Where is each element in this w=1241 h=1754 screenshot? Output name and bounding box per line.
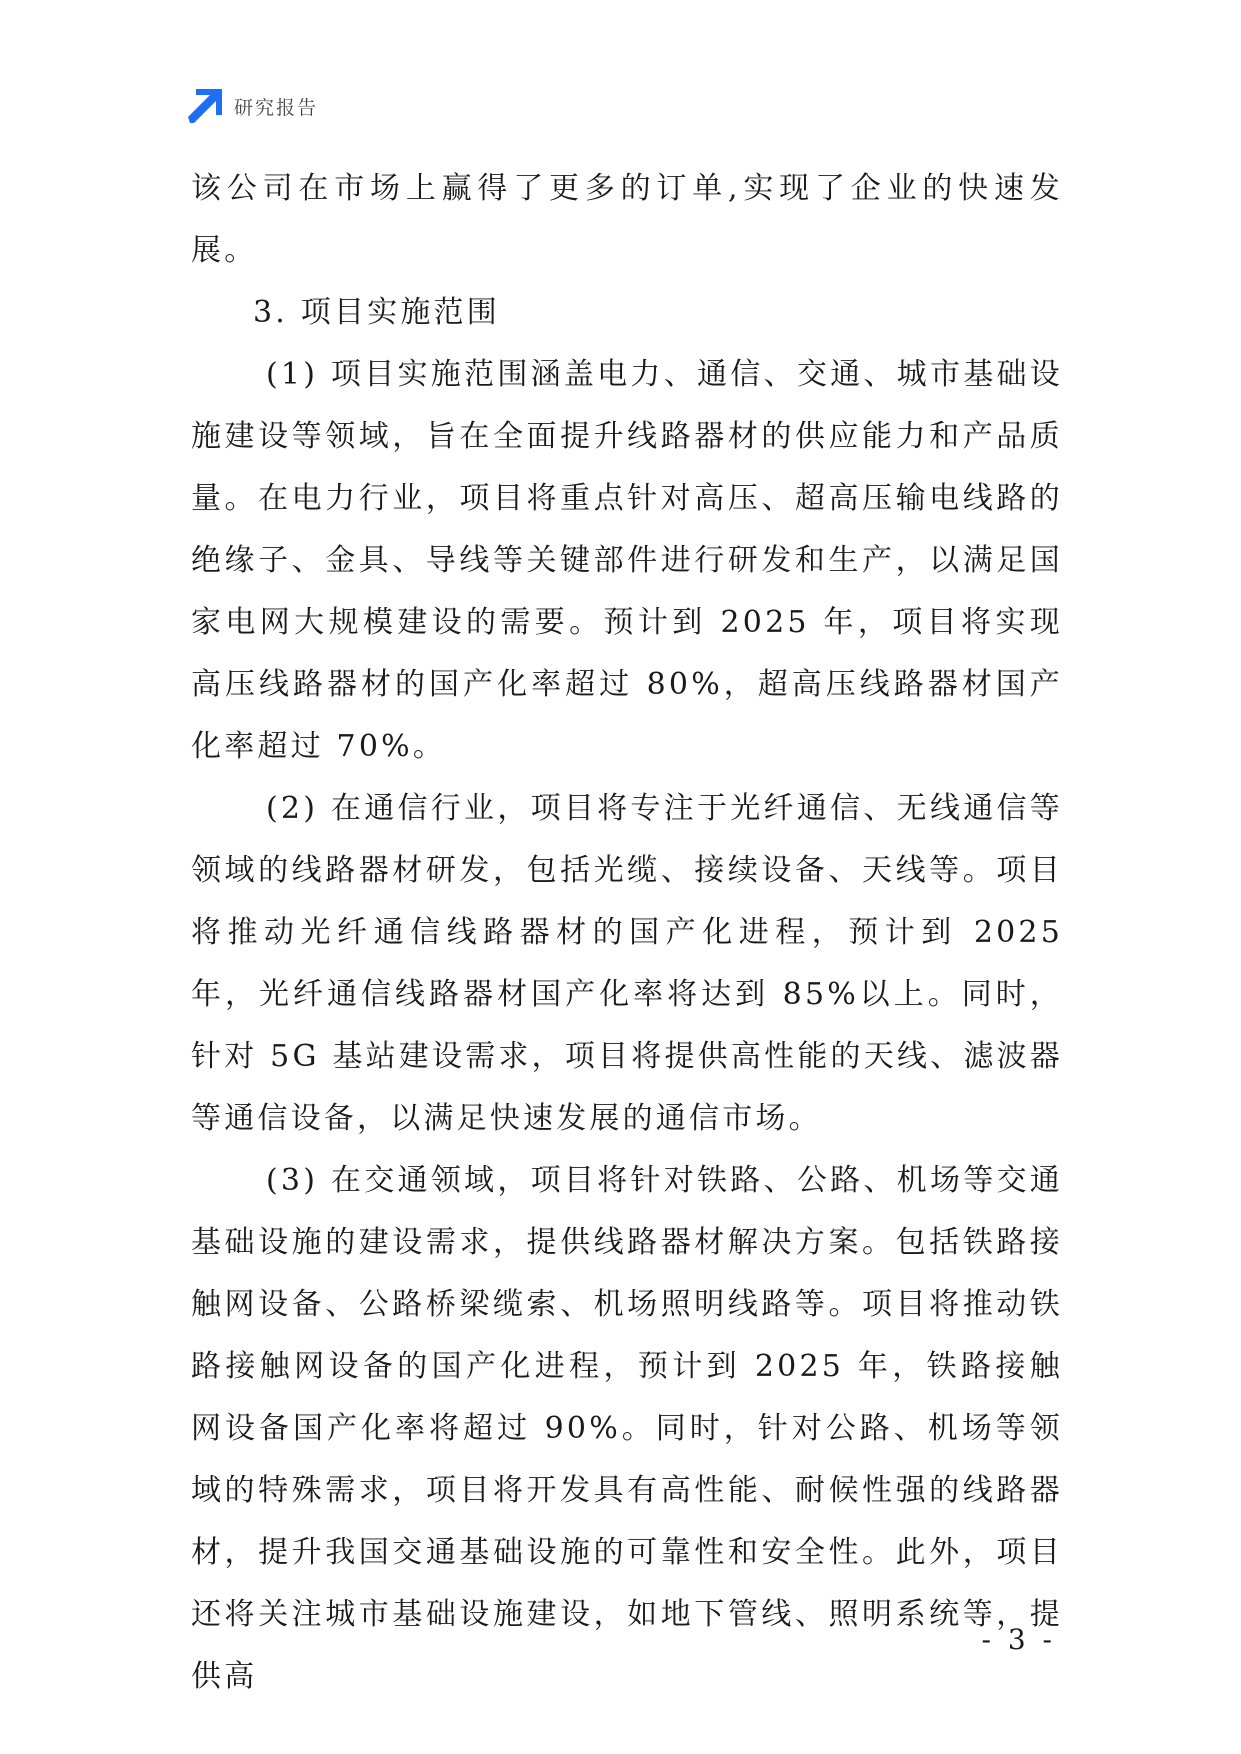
header-title: 研究报告 [234,96,319,119]
paragraph-2: (2) 在通信行业，项目将专注于光纤通信、无线通信等领域的线路器材研发，包括光缆、接续设备、天线等。项目将推动光纤通信线路器材的国产化进程，预计到 2025 年，光纤通信线路器材国产化率将达到 85%以上。同时，针对 5G 基站建设需求，项目将提供高性能的天线、滤波器等通信设备，以满足快速发展的通信市场。 [191,791,1063,1136]
arrow-up-right-icon [188,89,222,123]
continuation-paragraph: 该公司在市场上赢得了更多的订单,实现了企业的快速发展。 [191,171,1063,268]
section-heading: 3. 项目实施范围 [253,295,500,330]
document-body [191,158,1063,1708]
report-header [188,88,318,124]
page-number: - 3 - [981,1623,1056,1656]
paragraph-1: (1) 项目实施范围涵盖电力、通信、交通、城市基础设施建设等领域，旨在全面提升线路器材的供应能力和产品质量。在电力行业，项目将重点针对高压、超高压输电线路的绝缘子、金具、导线等关键部件进行研发和生产，以满足国家电网大规模建设的需要。预计到 2025 年，项目将实现高压线路器材的国产化率超过 80%，超高压线路器材国产化率超过 70%。 [191,357,1063,764]
paragraph-3: (3) 在交通领域，项目将针对铁路、公路、机场等交通基础设施的建设需求，提供线路器材解决方案。包括铁路接触网设备、公路桥梁缆索、机场照明线路等。项目将推动铁路接触网设备的国产化进程，预计到 2025 年，铁路接触网设备国产化率将超过 90%。同时，针对公路、机场等领域的特殊需求，项目将开发具有高性能、耐候性强的线路器材，提升我国交通基础设施的可靠性和安全性。此外，项目还将关注城市基础设施建设，如地下管线、照明系统等，提供高 [191,1163,1063,1694]
